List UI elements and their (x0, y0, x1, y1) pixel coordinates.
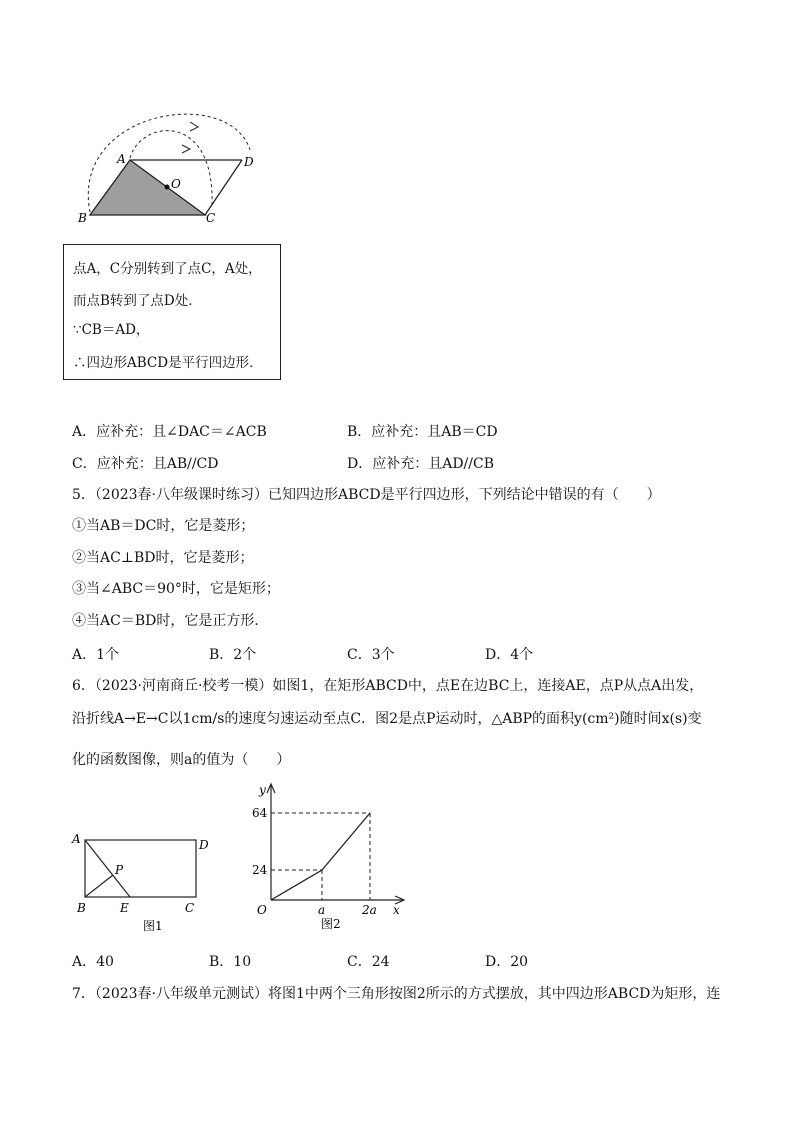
label-a: A (117, 152, 126, 166)
q5-option-b: B．2个 (209, 647, 257, 663)
label-b: B (78, 211, 87, 225)
fig1-caption: 图1 (143, 919, 163, 933)
q4-option-c: C．应补充：且AB//CD (72, 456, 219, 472)
proof-line-4: ∴四边形ABCD是平行四边形． (73, 355, 263, 371)
q5-option-a: A．1个 (72, 647, 120, 663)
q7-stem-line-1: 7．（2023春·八年级单元测试）将图1中两个三角形按图2所示的方式摆放，其中四边形ABCD为矩形，连 (72, 986, 721, 1002)
q5-option-c: C．3个 (347, 647, 395, 663)
q6-option-c: C．24 (347, 954, 390, 970)
proof-line-3: ∵CB＝AD， (73, 322, 150, 338)
fig2-caption: 图2 (321, 917, 341, 931)
q4-option-d: D．应补充：且AD//CB (347, 456, 494, 472)
y-axis-label: y (259, 783, 266, 797)
fig1-label-d: D (199, 838, 209, 852)
proof-line-1: 点A，C分别转到了点C，A处， (73, 261, 262, 277)
q6-stem-line-3: 化的函数图像，则a的值为（ ） (72, 752, 291, 768)
parallelogram-rotation-figure (70, 108, 270, 233)
q4-option-a: A．应补充：且∠DAC＝∠ACB (72, 424, 267, 440)
fig1-label-e: E (120, 901, 129, 915)
q5-item-2: ②当AC⊥BD时，它是菱形； (72, 550, 254, 566)
figure-2-graph (250, 778, 420, 934)
arrow-head-large (190, 122, 198, 131)
q5-item-3: ③当∠ABC＝90°时，它是矩形； (72, 581, 280, 597)
arrow-head-small (182, 145, 190, 153)
center-point-o (165, 185, 170, 190)
label-c: C (206, 211, 216, 225)
segment-dc (205, 160, 242, 215)
q6-stem-line-1: 6．（2023·河南商丘·校考一模）如图1，在矩形ABCD中，点E在边BC上，连接AE，点P从点A出发， (72, 678, 704, 694)
shaded-triangle-abc (90, 160, 205, 215)
q6-option-b: B．10 (209, 954, 252, 970)
y-tick-64: 64 (252, 806, 268, 820)
rectangle-abcd (85, 840, 196, 897)
q5-item-1: ①当AB＝DC时，它是菱形； (72, 518, 255, 534)
q5-stem: 5．（2023春·八年级课时练习）已知四边形ABCD是平行四边形，下列结论中错误的有（ ） (72, 487, 661, 503)
q6-option-d: D．20 (485, 954, 529, 970)
label-o: O (171, 177, 181, 191)
fig1-label-b: B (77, 901, 86, 915)
x-tick-2a: 2a (362, 903, 377, 917)
proof-line-2: 而点B转到了点D处． (73, 293, 202, 309)
origin-label: O (257, 903, 267, 917)
y-tick-24: 24 (252, 863, 268, 877)
proof-box (63, 244, 281, 380)
figure-1-rectangle (66, 828, 216, 938)
q6-option-a: A．40 (72, 954, 114, 970)
q5-item-4: ④当AC＝BD时，它是正方形． (72, 613, 269, 629)
label-d: D (244, 155, 254, 169)
fig1-label-c: C (185, 901, 195, 915)
fig1-label-a: A (72, 832, 81, 846)
segment-bp (85, 875, 113, 897)
q6-stem-line-2: 沿折线A→E→C以1cm/s的速度匀速运动至点C．图2是点P运动时，△ABP的面积y(cm²)随时间x(s)变 (72, 711, 702, 727)
graph-line (271, 813, 370, 900)
segment-ae (85, 840, 130, 897)
fig1-label-p: P (115, 863, 124, 877)
q4-option-b: B．应补充：且AB＝CD (347, 424, 498, 440)
x-tick-a: a (318, 903, 326, 917)
q5-option-d: D．4个 (485, 647, 534, 663)
x-axis-label: x (393, 903, 400, 917)
